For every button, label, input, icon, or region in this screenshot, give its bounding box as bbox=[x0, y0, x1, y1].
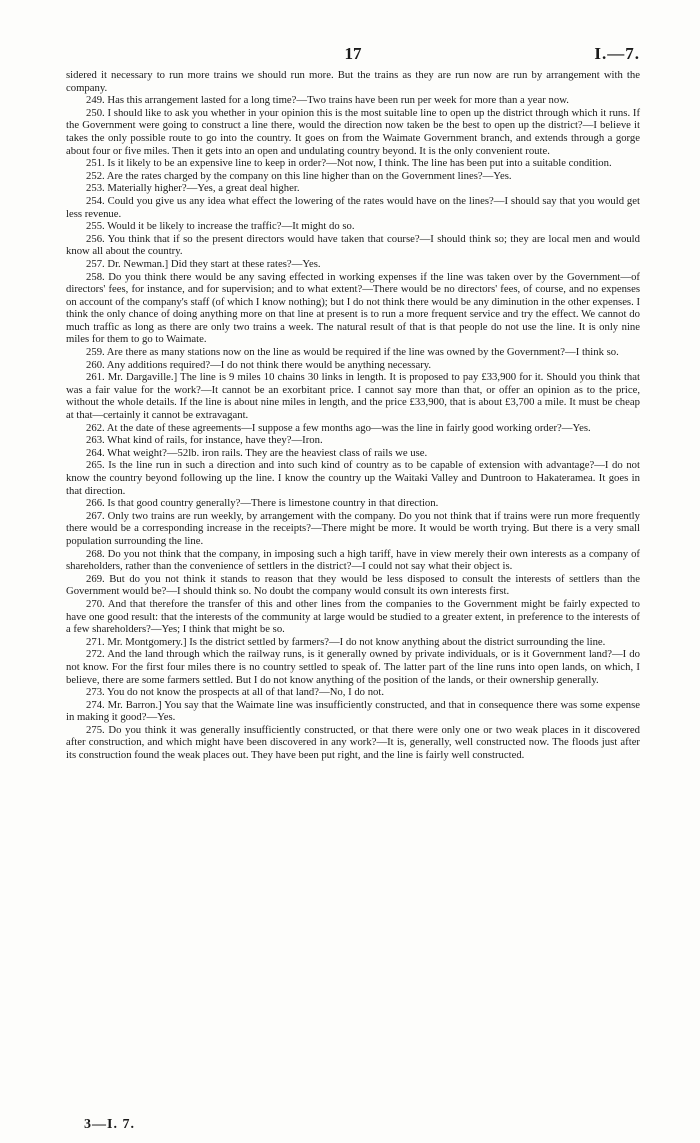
paragraph-269: 269. But do you not think it stands to reason that they would be less disposed to consult the interests of settlers than the Government would be?—I should think so. No doubt the company would consult its own interests first. bbox=[66, 572, 640, 598]
paragraph-249: 249. Has this arrangement lasted for a long time?—Two trains have been run per week for more than a year now. bbox=[86, 94, 569, 107]
paragraph-254: 254. Could you give us any idea what effect the lowering of the rates would have on the lines?—I should say that you would get less revenue. bbox=[66, 194, 640, 220]
paragraph-259: 259. Are there as many stations now on the line as would be required if the line was owned by the Government?—I think so. bbox=[86, 346, 619, 359]
paragraph-275: 275. Do you think it was generally insufficiently constructed, or that there were only one or two weak places in it discovered after construction, and which might have been discovered in any work?—It is, generally, well constructed now. The floods just after its construction found the weak places out. They have been put right, and the line is fairly well constructed. bbox=[66, 723, 640, 762]
paragraph-256: 256. You think that if so the present directors would have taken that course?—I should think so; they are local men and would know all about the country. bbox=[66, 232, 640, 258]
testimony-text bbox=[66, 69, 640, 762]
paragraph-267: 267. Only two trains are run weekly, by arrangement with the company. Do you not think that if trains were run more frequently there would be a corresponding increase in the receipts?—There might be more. It would be worth trying. But there is a very small population surrounding the line. bbox=[66, 509, 640, 547]
signature-mark: 3—I. 7. bbox=[84, 1117, 135, 1132]
paragraph-257: 257. Dr. Newman.] Did they start at these rates?—Yes. bbox=[86, 257, 321, 270]
paragraph-263: 263. What kind of rails, for instance, have they?—Iron. bbox=[86, 434, 323, 447]
paragraph-272: 272. And the land through which the railway runs, is it generally owned by private individuals, or is it Government land?—I do not know. For the first four miles there is no country settled to speak of. The latter part of the line runs into open lands, on which, I believe, there are some farmers settled. But I do not know anything of the position of the lands, or their ownership generally. bbox=[66, 648, 640, 686]
paragraph-271: 271. Mr. Montgomery.] Is the district settled by farmers?—I do not know anything about the district surrounding the line. bbox=[86, 635, 606, 648]
paragraph-265: 265. Is the line run in such a direction and into such kind of country as to be capable of extension with advantage?—I do not know the country beyond following up the line. I know the country up the Waitaki Valley and Duntroon to Hakateramea. It goes in that direction. bbox=[66, 459, 640, 497]
page-header bbox=[66, 44, 640, 66]
paragraph-251: 251. Is it likely to be an expensive line to keep in order?—Not now, I think. The line has been put into a suitable condition. bbox=[86, 157, 612, 170]
series-reference: I.—7. bbox=[594, 44, 640, 63]
paragraph-268: 268. Do you not think that the company, in imposing such a high tariff, have in view merely their own interests as a company of shareholders, rather than the convenience of settlers in the district?—I could not say what their object is. bbox=[66, 547, 640, 573]
paragraph-273: 273. You do not know the prospects at all of that land?—No, I do not. bbox=[86, 686, 385, 699]
paragraph-continuation: sidered it necessary to run more trains we should run more. But the trains as they are run now are run by arrangement with the company. bbox=[66, 69, 640, 94]
page-number: 17 bbox=[344, 44, 362, 63]
paragraph-270: 270. And that therefore the transfer of this and other lines from the companies to the Government might be fairly expected to have one good result: that the interests of the community at large would be studied to a greater extent, in preference to the interests of a few shareholders?—Yes; I think that might be so. bbox=[66, 597, 640, 636]
paragraph-260: 260. Any additions required?—I do not think there would be anything necessary. bbox=[86, 358, 432, 371]
paragraph-264: 264. What weight?—52lb. iron rails. They are the heaviest class of rails we use. bbox=[86, 446, 428, 459]
paragraph-266: 266. Is that good country generally?—There is limestone country in that direction. bbox=[86, 497, 439, 510]
paragraph-274: 274. Mr. Barron.] You say that the Waimate line was insufficiently constructed, and that in consequence there was some expense in making it good?—Yes. bbox=[66, 698, 640, 724]
paragraph-258: 258. Do you think there would be any saving effected in working expenses if the line was taken over by the Government—of directors' fees, for instance, and for supervision; and to what extent?—There would be no directors' fees, of course, and no expenses on account of the company's staff (of which I know nothing); but I do not think there would be any diminution in the other expenses. I think the only chance of doing anything more on that line at present is to run a more frequent service and try the effect. We cannot do much traffic as long as there are only two trains a week. The natural result of that is that people do not use the line. It is only nine miles for them to go to Waimate. bbox=[66, 270, 640, 346]
paragraph-250: 250. I should like to ask you whether in your opinion this is the most suitable line to open up the district through which it runs. If the Government were going to construct a line there, would the direction now taken be the best to open up the district?—I believe it takes the only possible route to go into the country. It goes on from the Waimate Government branch, and extends through a gorge about four or five miles. Then it gets into an open and undulating country beyond. It is the only convenient route. bbox=[66, 106, 640, 157]
paragraph-262: 262. At the date of these agreements—I suppose a few months ago—was the line in fairly good working order?—Yes. bbox=[86, 421, 591, 434]
paragraph-252: 252. Are the rates charged by the company on this line higher than on the Government lines?—Yes. bbox=[86, 169, 512, 182]
paragraph-253: 253. Materially higher?—Yes, a great deal higher. bbox=[86, 182, 300, 195]
paragraph-255: 255. Would it be likely to increase the traffic?—It might do so. bbox=[86, 220, 355, 233]
paragraph-261: 261. Mr. Dargaville.] The line is 9 miles 10 chains 30 links in length. It is proposed to pay £33,900 for it. Should you think that was a fair value for the work?—It cannot be an exorbitant price. I cannot say more than that, or offer an opinion as to the price, without the whole details. If the line is about nine miles in length, and the price £33,900, that is about £3,700 a mile. It must be cheap at that—certainly it cannot be extravagant. bbox=[66, 371, 640, 422]
